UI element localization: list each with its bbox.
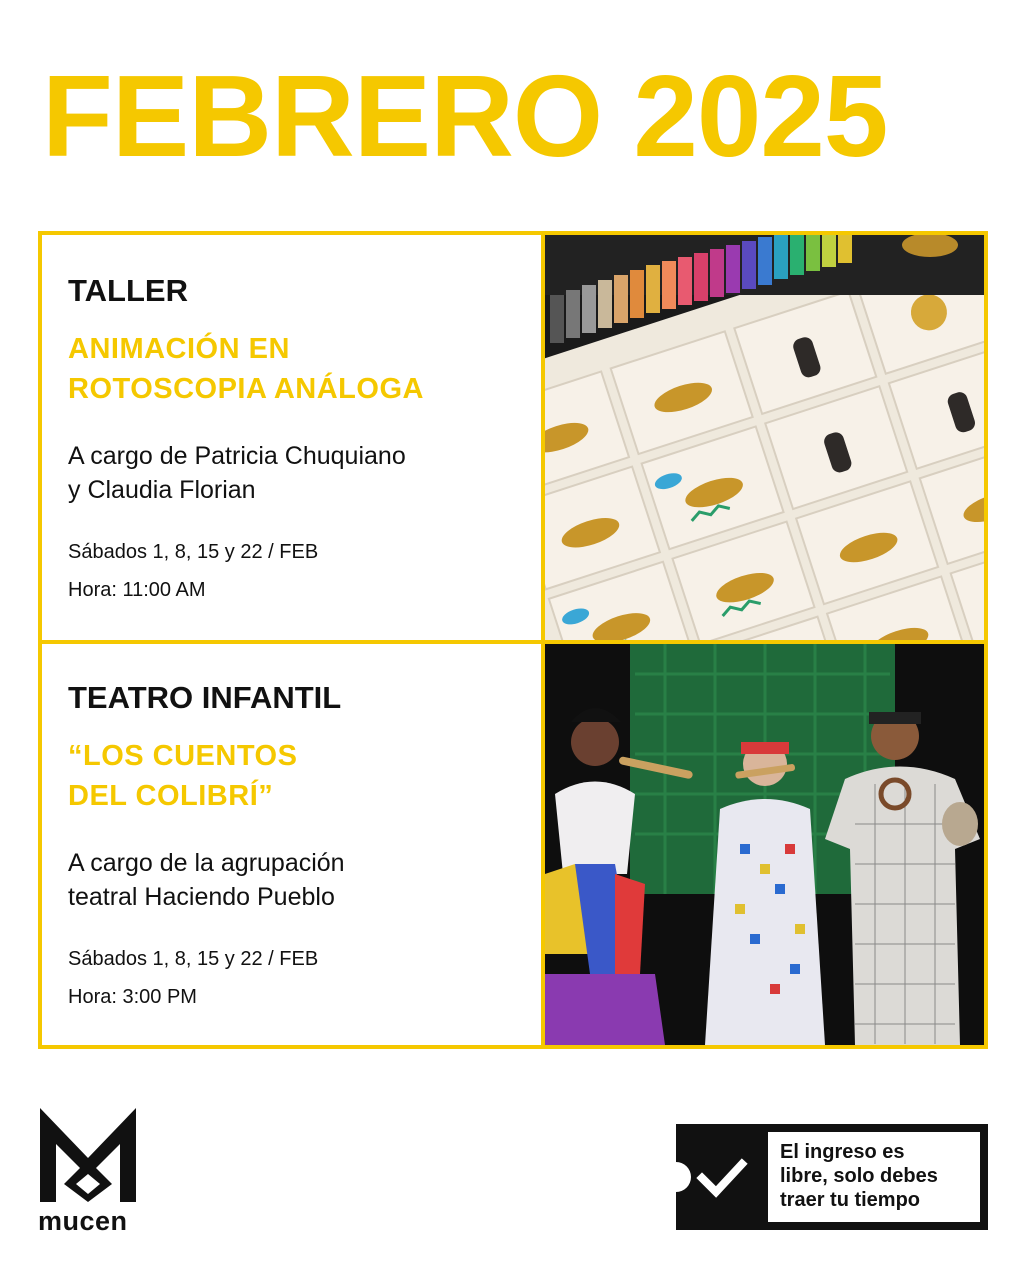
event-host-line: y Claudia Florian [68,476,256,504]
event-time: Hora: 3:00 PM [68,986,197,1008]
event-category: TEATRO INFANTIL [68,680,342,715]
event-category: TALLER [68,273,188,308]
free-entry-line: libre, solo debes [780,1165,938,1187]
page-title: FEBRERO 2025 [42,51,888,181]
event-card-teatro [42,644,541,1045]
event-host-line: A cargo de Patricia Chuquiano [68,442,406,470]
event-host-line: A cargo de la agrupación [68,849,345,877]
event-title-line: “LOS CUENTOS [68,740,298,772]
event-title-line: ROTOSCOPIA ANÁLOGA [68,373,424,405]
free-entry-notice [780,1140,976,1212]
event-title-line: DEL COLIBRÍ” [68,780,274,812]
mucen-logo-wordmark: mucen [38,1206,128,1236]
event-host-line: teatral Haciendo Pueblo [68,883,335,911]
event-dates: Sábados 1, 8, 15 y 22 / FEB [68,541,319,563]
photo-rotoscope-drawings [545,235,984,640]
event-time: Hora: 11:00 AM [68,579,206,601]
events-grid [38,231,988,1049]
rotoscope-photo-illustration [545,235,984,640]
event-card-taller [42,235,541,640]
free-entry-line: traer tu tiempo [780,1189,921,1211]
event-title-line: ANIMACIÓN EN [68,333,290,365]
mucen-logo-icon [38,1106,138,1202]
photo-theatre-performers [545,644,984,1045]
free-entry-line: El ingreso es [780,1141,905,1163]
theatre-photo-illustration [545,644,984,1045]
event-dates: Sábados 1, 8, 15 y 22 / FEB [68,948,319,970]
